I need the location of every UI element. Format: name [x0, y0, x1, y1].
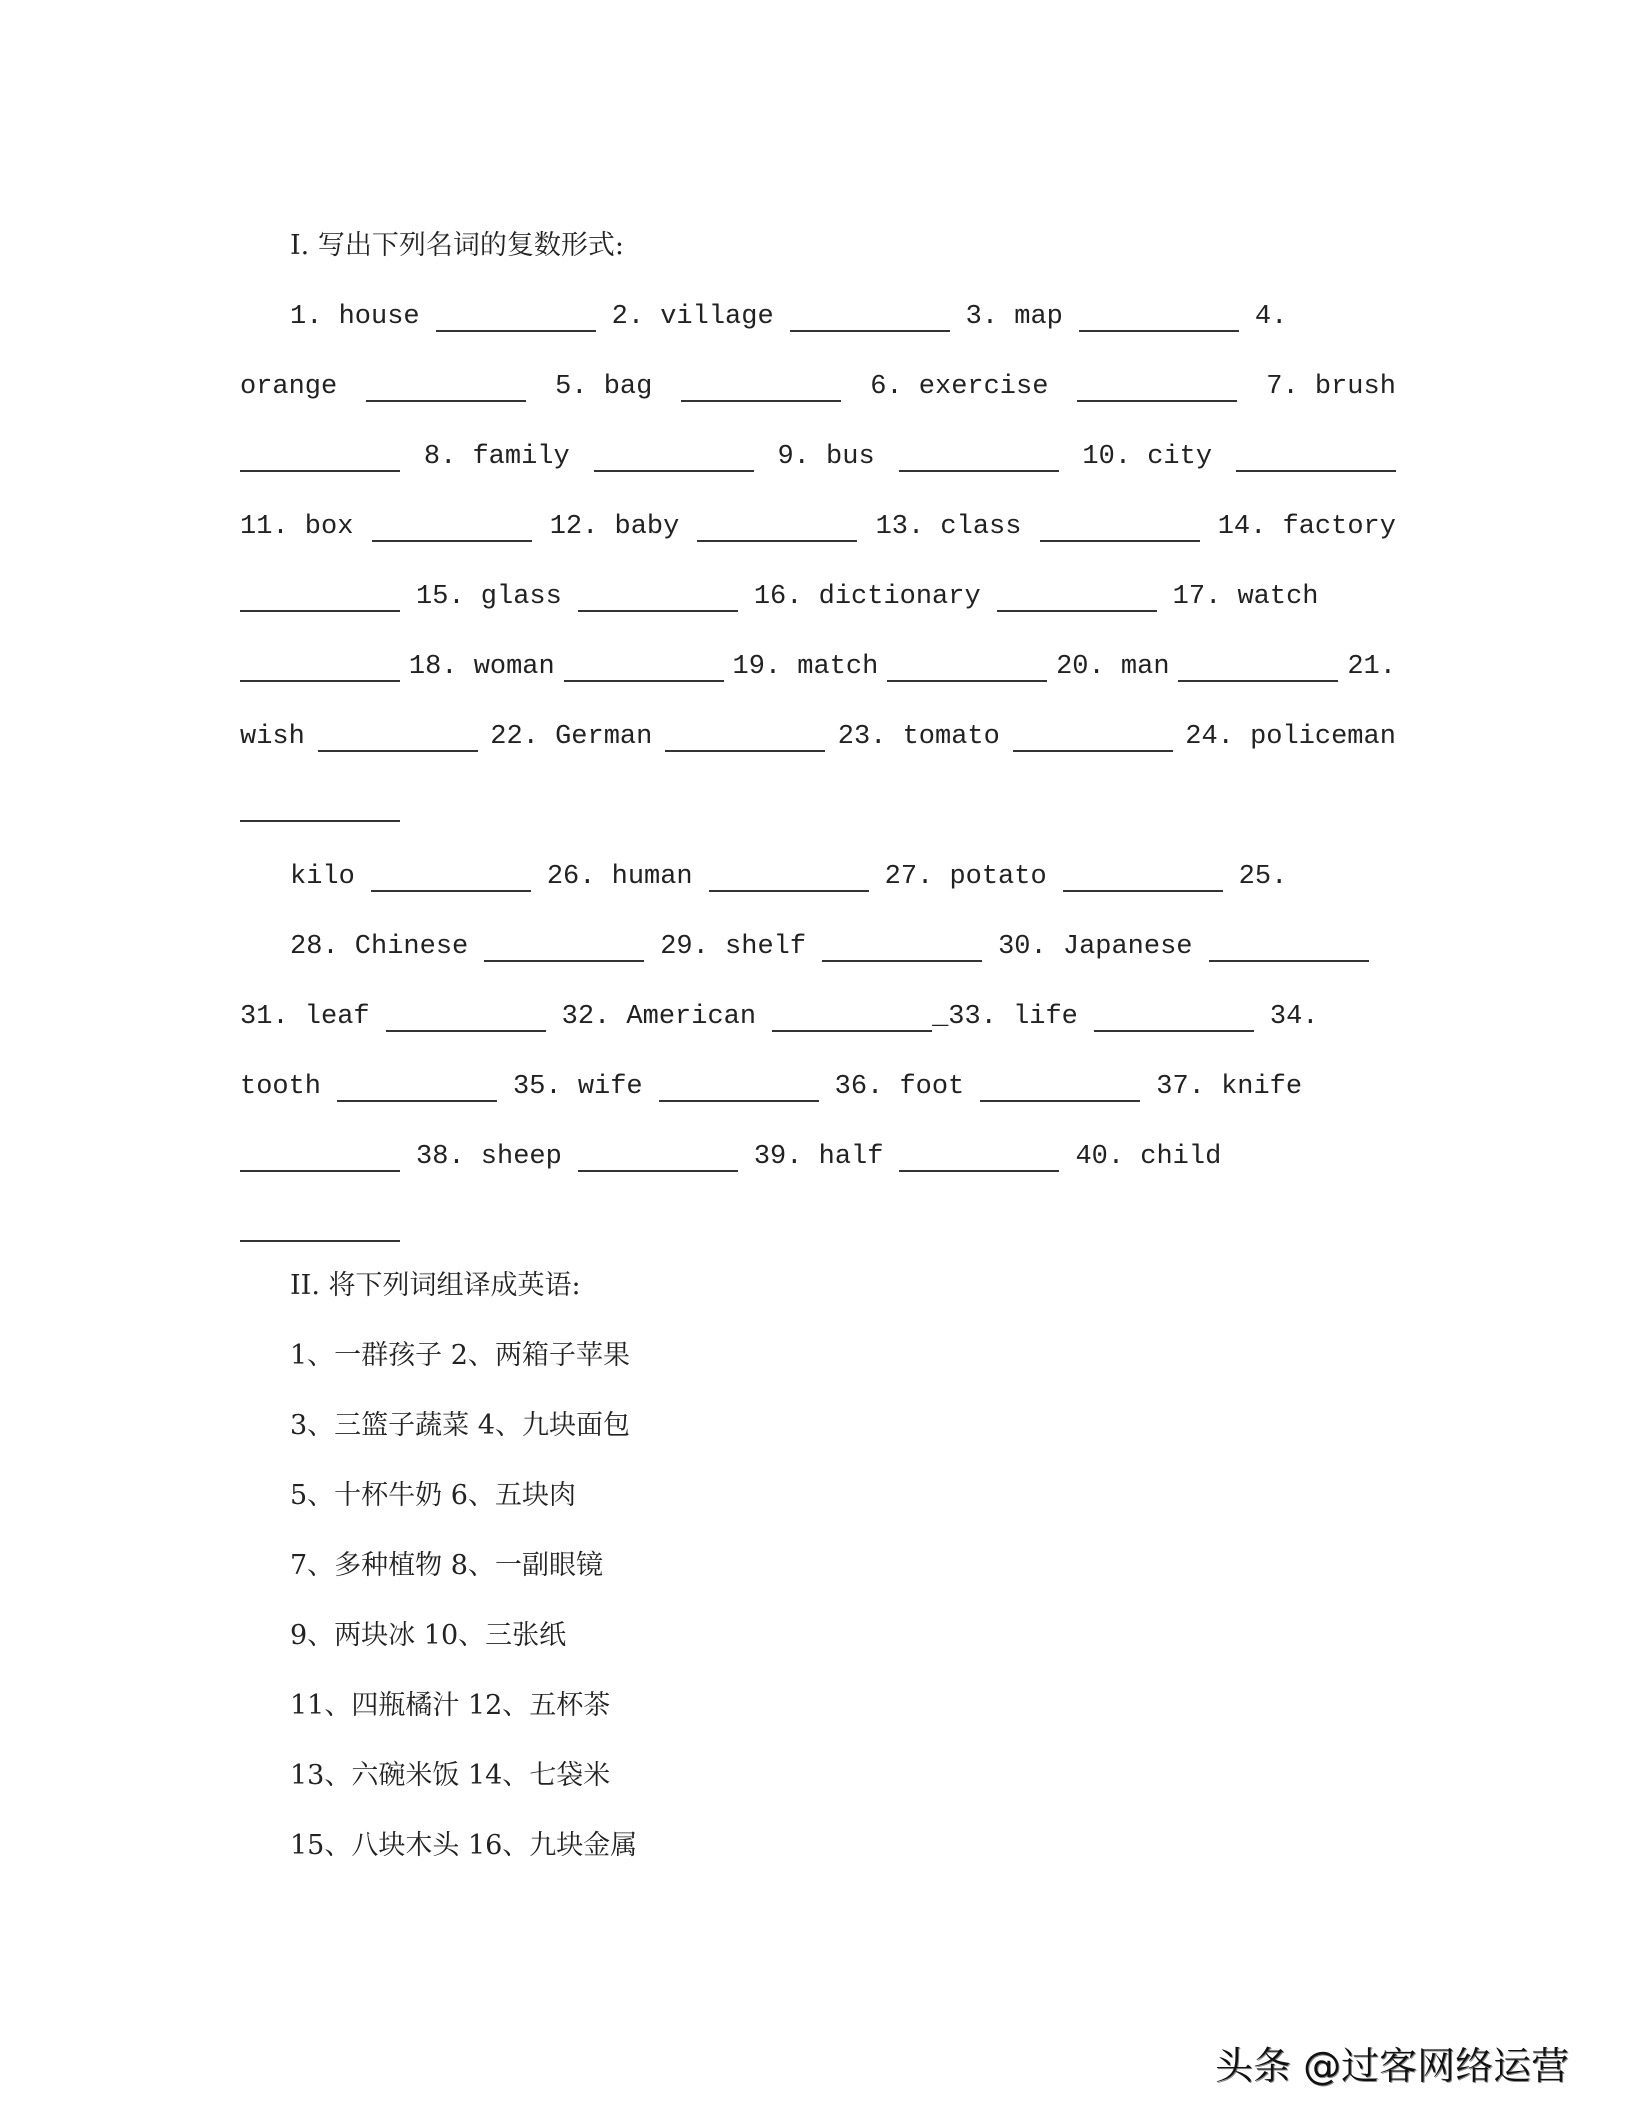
- word-item: 6. exercise: [870, 372, 1049, 402]
- answer-blank[interactable]: [240, 1140, 400, 1172]
- exercise-line: [290, 852, 1287, 892]
- word-item: 14. factory: [1217, 512, 1396, 542]
- exercise-line: [290, 922, 1369, 962]
- exercise-line: [240, 1062, 1302, 1102]
- blank-with-item: [772, 1000, 1078, 1032]
- answer-blank[interactable]: [681, 370, 841, 402]
- word-item: 28. Chinese: [290, 932, 469, 962]
- answer-blank[interactable]: [240, 790, 400, 822]
- word-item: 40. child: [1075, 1142, 1222, 1172]
- answer-blank[interactable]: [899, 440, 1059, 472]
- word-item: 1. house: [290, 302, 420, 332]
- word-item: 7. brush: [1266, 372, 1396, 402]
- word-item: 35. wife: [513, 1072, 643, 1102]
- exercise-line: [240, 502, 1396, 542]
- translation-item: 3、三篮子蔬菜 4、九块面包: [290, 1410, 630, 1441]
- answer-blank[interactable]: [371, 860, 531, 892]
- word-item: orange: [240, 372, 338, 402]
- exercise-line: [240, 362, 1396, 402]
- answer-blank[interactable]: [980, 1070, 1140, 1102]
- answer-blank[interactable]: [772, 1000, 932, 1032]
- answer-blank[interactable]: [1236, 440, 1396, 472]
- word-item: 24. policeman: [1185, 722, 1396, 752]
- answer-blank[interactable]: [240, 440, 400, 472]
- translation-item: 15、八块木头 16、九块金属: [290, 1830, 638, 1861]
- answer-blank[interactable]: [436, 300, 596, 332]
- word-item: 9. bus: [777, 442, 875, 472]
- word-item: 20. man: [1056, 652, 1170, 682]
- answer-blank[interactable]: [578, 1140, 738, 1172]
- section1-title: I. 写出下列名词的复数形式:: [290, 230, 624, 261]
- word-item: wish: [240, 722, 305, 752]
- word-item: tooth: [240, 1072, 322, 1102]
- watermark: 头条 @过客网络运营: [1215, 2044, 1570, 2088]
- word-item: 4.: [1254, 302, 1288, 332]
- exercise-line: [240, 432, 1396, 472]
- word-item: 12. baby: [549, 512, 680, 542]
- translation-item: 1、一群孩子 2、两箱子苹果: [290, 1340, 630, 1371]
- word-item: 17. watch: [1172, 582, 1319, 612]
- word-item: 37. knife: [1156, 1072, 1303, 1102]
- translation-item: 5、十杯牛奶 6、五块肉: [290, 1480, 576, 1511]
- answer-blank[interactable]: [659, 1070, 819, 1102]
- word-item: 8. family: [423, 442, 570, 472]
- answer-blank[interactable]: [822, 930, 982, 962]
- exercise-line: [290, 292, 1287, 332]
- answer-blank[interactable]: [709, 860, 869, 892]
- word-item: 36. foot: [834, 1072, 965, 1102]
- answer-blank[interactable]: [484, 930, 644, 962]
- translation-item: 7、多种植物 8、一副眼镜: [290, 1550, 603, 1581]
- answer-blank[interactable]: [887, 650, 1047, 682]
- answer-blank[interactable]: [1079, 300, 1239, 332]
- answer-blank[interactable]: [240, 650, 400, 682]
- answer-blank[interactable]: [665, 720, 825, 752]
- word-item: 26. human: [546, 862, 693, 892]
- word-item: _33. life: [932, 1002, 1078, 1032]
- word-item: 34.: [1269, 1002, 1319, 1032]
- word-item: 29. shelf: [660, 932, 807, 962]
- answer-blank[interactable]: [240, 1210, 400, 1242]
- answer-blank[interactable]: [1077, 370, 1237, 402]
- word-item: 2. village: [611, 302, 774, 332]
- word-item: 27. potato: [884, 862, 1047, 892]
- exercise-line: [240, 712, 1396, 752]
- answer-blank[interactable]: [337, 1070, 497, 1102]
- exercise-line: [240, 992, 1319, 1032]
- exercise-line: [240, 572, 1319, 612]
- section2-title: II. 将下列词组译成英语:: [290, 1270, 581, 1301]
- word-item: 10. city: [1082, 442, 1213, 472]
- exercise-line: [240, 1202, 400, 1242]
- answer-blank[interactable]: [318, 720, 478, 752]
- answer-blank[interactable]: [1178, 650, 1338, 682]
- word-item: 23. tomato: [837, 722, 1000, 752]
- translation-item: 11、四瓶橘汁 12、五杯茶: [290, 1690, 611, 1721]
- answer-blank[interactable]: [594, 440, 754, 472]
- word-item: 38. sheep: [416, 1142, 562, 1172]
- answer-blank[interactable]: [697, 510, 857, 542]
- word-item: 31. leaf: [240, 1002, 370, 1032]
- answer-blank[interactable]: [578, 580, 738, 612]
- answer-blank[interactable]: [899, 1140, 1059, 1172]
- answer-blank[interactable]: [1209, 930, 1369, 962]
- word-item: 15. glass: [416, 582, 562, 612]
- word-item: 13. class: [875, 512, 1022, 542]
- exercise-line: [240, 782, 400, 822]
- answer-blank[interactable]: [372, 510, 532, 542]
- word-item: 39. half: [753, 1142, 884, 1172]
- word-item: kilo: [290, 862, 355, 892]
- answer-blank[interactable]: [997, 580, 1157, 612]
- word-item: 16. dictionary: [753, 582, 981, 612]
- answer-blank[interactable]: [1013, 720, 1173, 752]
- word-item: 22. German: [490, 722, 653, 752]
- answer-blank[interactable]: [1063, 860, 1223, 892]
- translation-item: 9、两块冰 10、三张纸: [290, 1620, 567, 1651]
- answer-blank[interactable]: [564, 650, 724, 682]
- word-item: 32. American: [561, 1002, 757, 1032]
- answer-blank[interactable]: [240, 580, 400, 612]
- answer-blank[interactable]: [1094, 1000, 1254, 1032]
- exercise-line: [240, 1132, 1221, 1172]
- word-item: 21.: [1347, 652, 1396, 682]
- answer-blank[interactable]: [366, 370, 526, 402]
- word-item: 5. bag: [555, 372, 653, 402]
- word-item: 30. Japanese: [998, 932, 1193, 962]
- word-item: 25.: [1238, 862, 1288, 892]
- word-item: 3. map: [965, 302, 1063, 332]
- translation-item: 13、六碗米饭 14、七袋米: [290, 1760, 611, 1791]
- word-item: 11. box: [240, 512, 354, 542]
- word-item: 19. match: [732, 652, 879, 682]
- word-item: 18. woman: [408, 652, 555, 682]
- answer-blank[interactable]: [790, 300, 950, 332]
- answer-blank[interactable]: [1040, 510, 1200, 542]
- answer-blank[interactable]: [386, 1000, 546, 1032]
- exercise-line: [240, 642, 1396, 682]
